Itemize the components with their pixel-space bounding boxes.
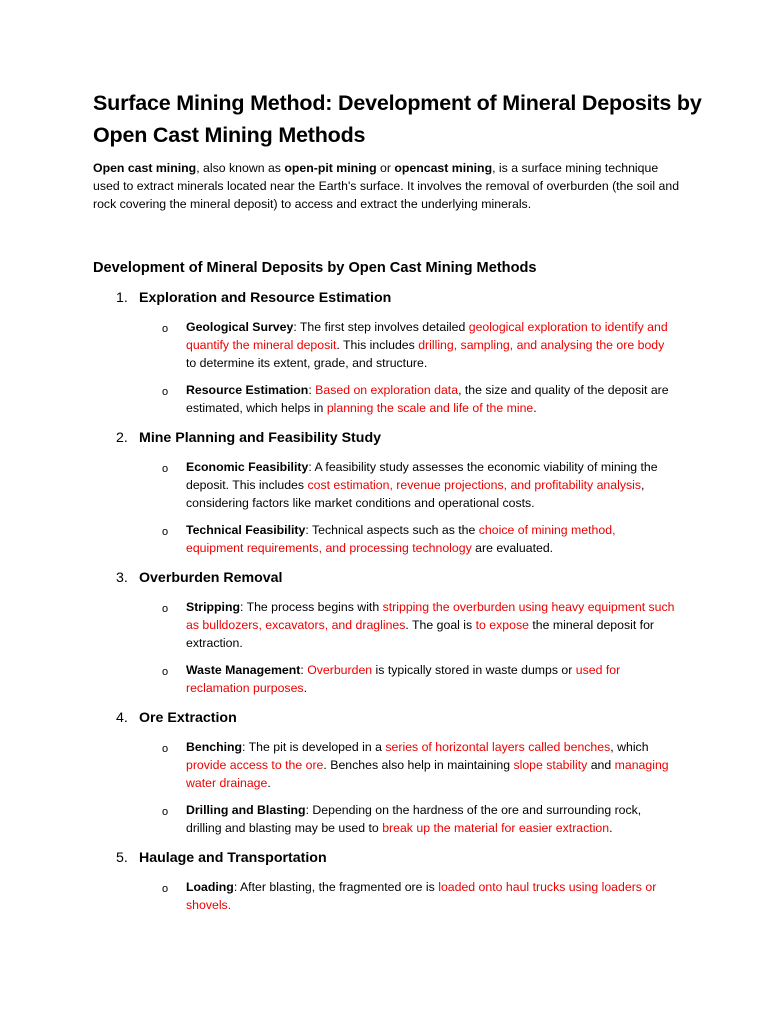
item-text: : Technical aspects such as the: [305, 523, 479, 537]
section-title: Ore Extraction: [139, 710, 237, 726]
item-label: Geological Survey: [186, 320, 294, 334]
item-text: . The goal is: [405, 617, 476, 632]
item-highlight: series of horizontal layers called benches: [385, 740, 611, 754]
item-highlight: Based on exploration data: [315, 383, 459, 397]
item-text: , the size and quality of the deposit are estimated, which helps in: [186, 383, 669, 415]
item-label: Benching: [186, 740, 243, 754]
item-highlight: drilling, sampling, and analysing the ore body: [418, 337, 665, 352]
section-number: 3.: [116, 570, 128, 586]
item-highlight: stripping the overburden using heavy equipment such as bulldozers, excavators, and draglines: [186, 600, 675, 632]
section-number: 4.: [116, 710, 128, 726]
item-highlight: slope stability: [513, 757, 588, 772]
bullet-icon: o: [162, 743, 169, 755]
item-highlight: choice of mining method, equipment requirements, and processing technology: [186, 523, 616, 555]
item-highlight: used for reclamation purposes: [186, 663, 621, 695]
item-highlight: managing water drainage: [186, 757, 669, 790]
section-heading: Development of Mineral Deposits by Open Cast Mining Methods: [93, 260, 537, 276]
item-label: Economic Feasibility: [186, 460, 309, 474]
item-highlight: planning the scale and life of the mine: [326, 400, 534, 415]
item-text: , considering factors like market conditions and operational costs.: [186, 477, 645, 510]
item-label: Loading: [186, 880, 234, 894]
bullet-icon: o: [162, 806, 169, 818]
list-item: [186, 739, 678, 792]
list-item: [186, 662, 678, 698]
section-title: Mine Planning and Feasibility Study: [139, 430, 382, 446]
item-highlight: cost estimation, revenue projections, and profitability analysis: [307, 477, 642, 492]
bullet-icon: o: [162, 666, 169, 678]
item-text: :: [300, 663, 308, 677]
item-text: : The pit is developed in a: [242, 740, 386, 754]
list-item: [186, 459, 678, 512]
item-text: to determine its extent, grade, and structure.: [186, 355, 428, 370]
item-highlight: provide access to the ore: [186, 757, 324, 772]
section-title: Haulage and Transportation: [139, 850, 327, 866]
item-text: .: [609, 820, 613, 835]
item-text: is typically stored in waste dumps or: [372, 663, 576, 677]
page-title: Surface Mining Method: Development of Mineral Deposits by Open Cast Mining Methods: [93, 91, 702, 147]
bullet-icon: o: [162, 463, 169, 475]
bullet-icon: o: [162, 386, 169, 398]
item-label: Drilling and Blasting: [186, 803, 306, 817]
item-text: : Depending on the hardness of the ore and surrounding rock, drilling and blasting may be used to: [186, 803, 642, 835]
list-item: [186, 599, 678, 652]
list-item: [186, 319, 670, 372]
item-text: .: [267, 775, 271, 790]
item-text: are evaluated.: [471, 540, 554, 555]
item-highlight: Overburden: [307, 663, 373, 677]
item-text: : After blasting, the fragmented ore is: [233, 880, 439, 894]
intro-text: , also known as: [196, 161, 285, 175]
item-text: .: [303, 680, 307, 695]
intro-term: Open cast mining: [93, 161, 197, 175]
item-label: Resource Estimation: [186, 383, 309, 397]
list-item: [186, 879, 678, 915]
item-text: the mineral deposit for extraction.: [186, 617, 655, 650]
item-highlight: break up the material for easier extraction: [382, 820, 610, 835]
intro-paragraph: [93, 160, 683, 213]
intro-text: or: [376, 161, 395, 175]
item-highlight: geological exploration to identify and quantify the mineral deposit: [186, 320, 668, 352]
item-highlight: to expose: [475, 617, 529, 632]
item-text: : A feasibility study assesses the economic viability of mining the deposit. This includes: [186, 460, 658, 492]
item-text: and: [587, 757, 615, 772]
item-text: , which: [610, 740, 649, 754]
item-text: : The process begins with: [239, 600, 383, 614]
intro-term: open-pit mining: [284, 161, 377, 175]
section-number: 5.: [116, 850, 128, 866]
list-item: [186, 522, 670, 558]
section-number: 1.: [116, 290, 128, 306]
item-text: : The first step involves detailed: [293, 320, 469, 334]
item-text: . This includes: [336, 337, 419, 352]
item-text: :: [308, 383, 316, 397]
item-label: Technical Feasibility: [186, 523, 306, 537]
intro-text: , is a surface mining technique used to extract minerals located near the Earth's surface. It involves the removal of overburden (the soil and rock covering the mineral deposit) to access and extract the underlying minerals.: [93, 161, 680, 211]
bullet-icon: o: [162, 603, 169, 615]
bullet-icon: o: [162, 323, 169, 335]
item-label: Stripping: [186, 600, 240, 614]
item-text: .: [533, 400, 537, 415]
item-label: Waste Management: [186, 663, 301, 677]
item-text: . Benches also help in maintaining: [323, 757, 514, 772]
list-item: [186, 802, 678, 838]
list-item: [186, 382, 678, 418]
section-title: Exploration and Resource Estimation: [139, 290, 392, 306]
section-number: 2.: [116, 430, 128, 446]
bullet-icon: o: [162, 526, 169, 538]
item-highlight: loaded onto haul trucks using loaders or shovels.: [186, 880, 657, 912]
intro-term: opencast mining: [394, 161, 493, 175]
section-title: Overburden Removal: [139, 570, 283, 586]
bullet-icon: o: [162, 883, 169, 895]
